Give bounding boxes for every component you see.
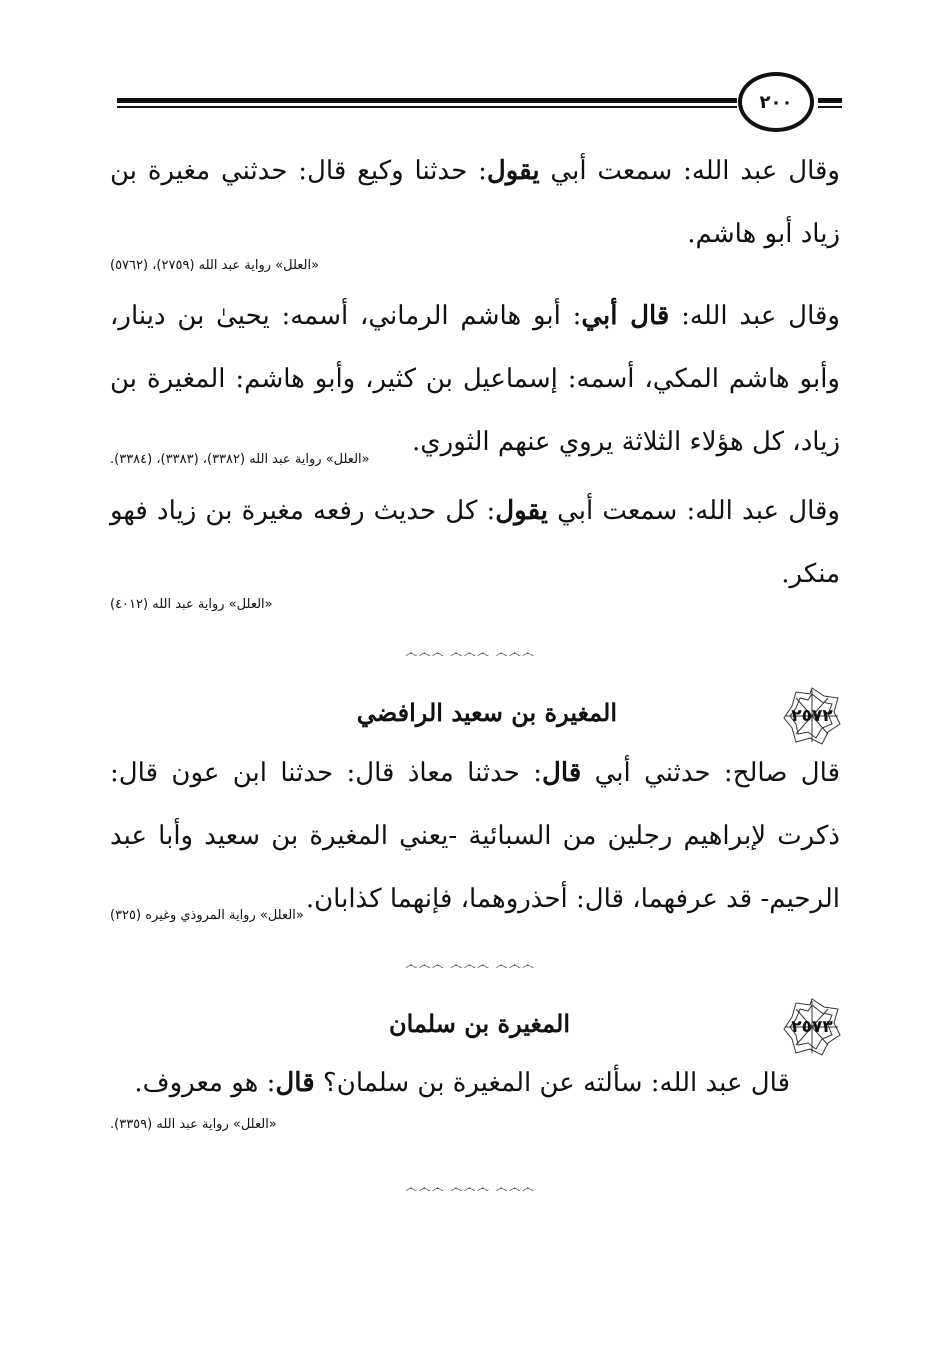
entry-2573-post: : هو معروف. [134, 1068, 276, 1098]
paragraph-2 [110, 285, 840, 474]
paragraph-1-bold: يقول [486, 156, 540, 186]
paragraph-2-pre: وقال عبد الله: [669, 301, 840, 331]
header-rule [117, 98, 737, 103]
entry-2572-pre: قال صالح: حدثني أبي [581, 758, 840, 788]
entry-2572-post: : حدثنا معاذ قال: حدثنا ابن عون قال: ذكرت لإبراهيم رجلين من السبائية -يعني المغيرة بن سعيد وأبا عبد الرحيم- قد عرفهما، قال: أحذروهما، فإنهما كذابان. [110, 758, 840, 914]
entry-2572-bold: قال [542, 758, 582, 788]
entry-2573-bold: قال [275, 1068, 315, 1098]
paragraph-1-post: : حدثنا وكيع قال: حدثني مغيرة بن زياد أبو هاشم. [110, 156, 840, 249]
entry-2573-source: «العلل» رواية عبد الله (٣٣٥٩). [110, 1117, 277, 1132]
header-rule-tail-thin [818, 106, 842, 108]
section-ornament: ෴෴෴ ෴෴෴ ෴෴෴ [404, 646, 536, 661]
section-ornament: ෴෴෴ ෴෴෴ ෴෴෴ [404, 958, 536, 973]
entry-2572-source: «العلل» رواية المروذي وغيره (٣٢٥) [110, 908, 304, 923]
entry-title: المغيرة بن سعيد الرافضي [356, 698, 617, 727]
section-ornament: ෴෴෴ ෴෴෴ ෴෴෴ [404, 1181, 536, 1196]
paragraph-3-pre: وقال عبد الله: سمعت أبي [547, 496, 840, 526]
entry-title: المغيرة بن سلمان [388, 1009, 570, 1038]
paragraph-3-source: «العلل» رواية عبد الله (٤٠١٢) [110, 597, 273, 612]
entry-number: ٢٥٧٣ [791, 1017, 833, 1037]
entry-number-badge [782, 997, 842, 1057]
paragraph-2-source: «العلل» رواية عبد الله (٣٣٨٢)، (٣٣٨٣)، (٣٣٨٤). [110, 452, 370, 467]
entry-2573-pre: قال عبد الله: سألته عن المغيرة بن سلمان؟ [314, 1068, 790, 1098]
paragraph-3-bold: يقول [495, 496, 548, 526]
entry-number: ٢٥٧٢ [791, 706, 833, 726]
paragraph-1 [110, 140, 840, 266]
paragraph-2-bold: قال أبي [581, 301, 670, 331]
paragraph-3 [110, 480, 840, 606]
entry-2572-text [110, 742, 840, 931]
paragraph-3-post: : كل حديث رفعه مغيرة بن زياد فهو منكر. [110, 496, 840, 589]
header-rule-thin [117, 106, 737, 108]
paragraph-1-pre: وقال عبد الله: سمعت أبي [539, 156, 840, 186]
header-rule-tail [818, 98, 842, 103]
entry-number-badge [782, 686, 842, 746]
page-number: ٢٠٠ [738, 72, 814, 132]
paragraph-1-source: «العلل» رواية عبد الله (٢٧٥٩)، (٥٧٦٢) [110, 258, 320, 273]
entry-2573-text [110, 1052, 790, 1115]
paragraph-2-post: : أبو هاشم الرماني، أسمه: يحيىٰ بن دينار، وأبو هاشم المكي، أسمه: إسماعيل بن كثير، وأبو هاشم: المغيرة بن زياد، كل هؤلاء الثلاثة يروي عنهم الثوري. [110, 301, 840, 457]
